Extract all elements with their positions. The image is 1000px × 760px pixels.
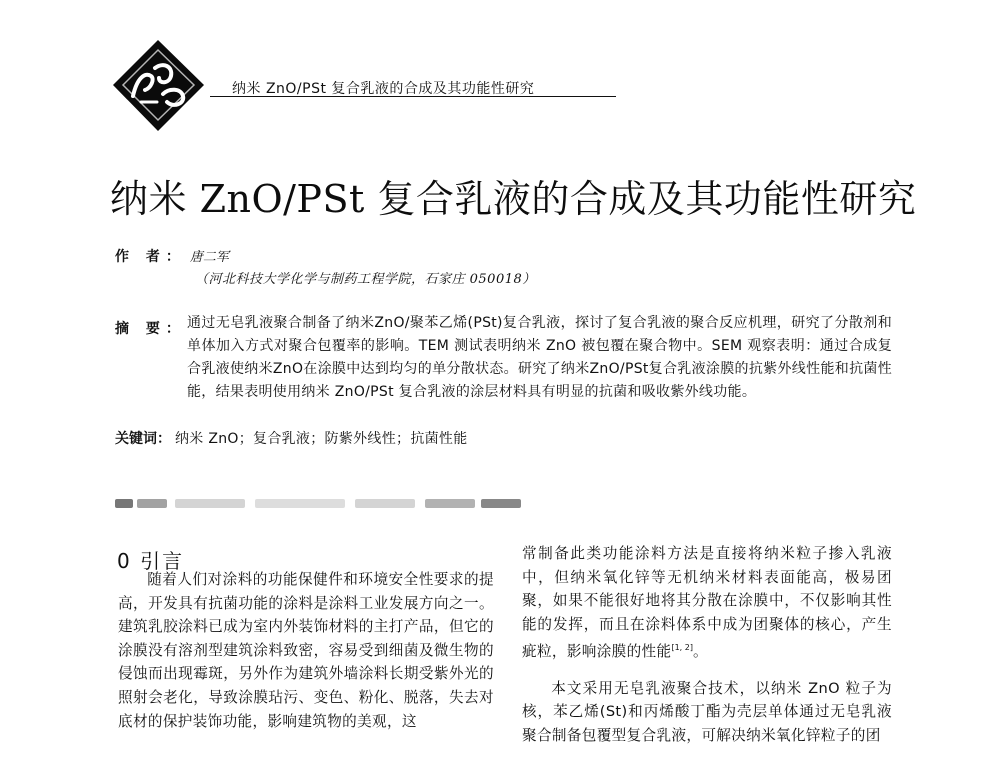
section-heading: 0 引言	[117, 549, 185, 573]
body-column-right	[522, 542, 892, 748]
abstract-text: 通过无皂乳液聚合制备了纳米ZnO/聚苯乙烯(PSt)复合乳液，探讨了复合乳液的聚合反应机理，研究了分散剂和单体加入方式对聚合包覆率的影响。TEM 测试表明纳米 ZnO 被包覆在聚合物中。SEM 观察表明：通过合成复合乳液使纳米ZnO在涂膜中达到均匀的单分散状态。研究了纳米ZnO/PSt复合乳液涂膜的抗紫外线性能和抗菌性能，结果表明使用纳米 ZnO/PSt 复合乳液的涂层材料具有明显的抗菌和吸收紫外线功能。	[187, 315, 892, 400]
classification-line-illegible	[115, 496, 523, 512]
body-paragraph-continued	[522, 542, 892, 664]
author-line	[115, 246, 229, 266]
author-affiliation: （河北科技大学化学与制药工程学院，石家庄 050018）	[195, 272, 536, 287]
body-column-left	[118, 568, 494, 733]
body-paragraph: 本文采用无皂乳液聚合技术，以纳米 ZnO 粒子为核，苯乙烯(St)和丙烯酸丁酯为壳层单体通过无皂乳液聚合制备包覆型复合乳液，可解决纳米氧化锌粒子的团	[522, 679, 892, 745]
paper-title: 纳米 ZnO/PSt 复合乳液的合成及其功能性研究	[110, 177, 917, 221]
keywords-label: 关键词：	[115, 431, 171, 447]
author-name: 唐二军	[189, 250, 229, 265]
running-header-title: 纳米 ZnO/PSt 复合乳液的合成及其功能性研究	[232, 81, 535, 97]
keywords-value: 纳米 ZnO；复合乳液；防紫外线性；抗菌性能	[175, 431, 468, 447]
journal-logo-icon	[111, 38, 206, 133]
abstract-label: 摘 要：	[115, 321, 186, 337]
keywords-line	[115, 428, 468, 448]
body-paragraph: 随着人们对涂料的功能保健件和环境安全性要求的提高，开发具有抗菌功能的涂料是涂料工业发展方向之一。建筑乳胶涂料已成为室内外装饰材料的主打产品，但它的涂膜没有溶剂型建筑涂料致密，容易受到细菌及微生物的侵蚀而出现霉斑，另外作为建筑外墙涂料长期受紫外光的照射会老化，导致涂膜玷污、变色、粉化、脱落，失去对底材的保护装饰功能，影响建筑物的美观，这	[118, 571, 494, 730]
header-rule	[210, 96, 616, 97]
author-label: 作 者：	[115, 249, 186, 265]
body-paragraph-end: 。	[692, 643, 708, 661]
body-paragraph-text: 常制备此类功能涂料方法是直接将纳米粒子掺入乳液中，但纳米氧化锌等无机纳米材料表面能高，极易团聚，如果不能很好地将其分散在涂膜中，不仅影响其性能的发挥，而且在涂料体系中成为团聚体的核心，产生疵粒，影响涂膜的性能	[522, 545, 892, 661]
citation-marker: [1, 2]	[671, 643, 693, 653]
